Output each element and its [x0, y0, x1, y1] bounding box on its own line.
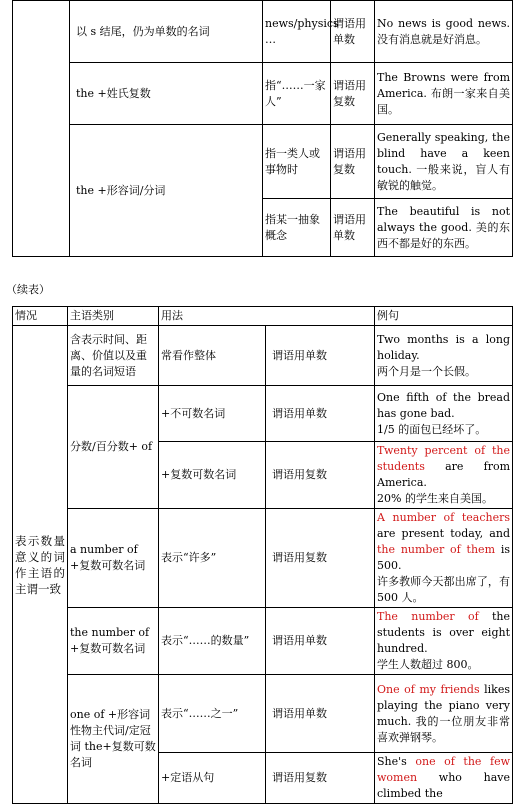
verb-rule-cell: 谓语用复数 — [331, 63, 375, 125]
usage-cell: +定语从句 — [159, 753, 266, 804]
verb-rule-cell: 谓语用单数 — [331, 1, 375, 63]
verb-rule-cell: 谓语用单数 — [266, 386, 375, 442]
verb-rule-cell: 谓语用单数 — [266, 675, 375, 753]
header-example: 例句 — [375, 307, 513, 326]
verb-rule-cell: 谓语用复数 — [266, 753, 375, 804]
verb-rule-cell: 谓语用复数 — [266, 442, 375, 509]
example-chinese: 20% 的学生来自美国。 — [377, 492, 493, 505]
usage-cell: 表示“……之一” — [159, 675, 266, 753]
category-cell: 以 s 结尾，仍为单数的名词 — [70, 1, 263, 63]
usage-cell: 指“……一家人” — [263, 63, 331, 125]
table-row — [13, 509, 513, 608]
category-cell: the number of +复数可数名词 — [68, 608, 159, 675]
usage-cell: +复数可数名词 — [159, 442, 266, 509]
usage-table-continued — [12, 306, 513, 804]
header-usage: 用法 — [159, 307, 375, 326]
example-highlight: the number of them — [377, 543, 496, 556]
situation-cell — [13, 1, 70, 257]
usage-cell: 表示“……的数量” — [159, 608, 266, 675]
category-cell: 分数/百分数+ of — [68, 386, 159, 509]
table-caption: （续表） — [6, 283, 50, 296]
usage-cell: 常看作整体 — [159, 326, 266, 386]
header-subject-type: 主语类别 — [68, 307, 159, 326]
example-cell: Generally speaking, the blind have a keen touch. 一般来说，盲人有敏锐的触觉。 — [375, 125, 513, 199]
example-english: She's — [377, 755, 416, 768]
example-english: One fifth of the bread has gone bad. — [377, 390, 510, 420]
example-highlight: Twenty percent of the students — [377, 444, 510, 473]
table-row — [13, 675, 513, 753]
example-cell — [375, 386, 513, 442]
table-row — [13, 1, 513, 63]
table-row — [13, 326, 513, 386]
example-cell: The beautiful is not always the good. 美的东西不都是好的东西。 — [375, 199, 513, 257]
verb-rule-cell: 谓语用单数 — [266, 326, 375, 386]
example-english: Two months is a long holiday. — [377, 332, 510, 362]
example-word-cell: news/physics … — [263, 1, 331, 63]
header-situation: 情况 — [13, 307, 68, 326]
category-cell: the +姓氏复数 — [70, 63, 263, 125]
usage-table-top — [12, 0, 513, 257]
usage-cell: 指一类人或事物时 — [263, 125, 331, 199]
usage-cell: +不可数名词 — [159, 386, 266, 442]
example-cell — [375, 608, 513, 675]
category-cell: 含表示时间、距离、价值以及重量的名词短语 — [68, 326, 159, 386]
example-cell — [375, 753, 513, 804]
example-highlight: A number of teachers — [377, 511, 510, 524]
example-chinese: 1/5 的面包已经坏了。 — [377, 422, 487, 436]
category-cell: the +形容词/分词 — [70, 125, 263, 257]
example-english: who have climbed the — [377, 771, 510, 800]
header-row — [13, 307, 513, 326]
situation-cell: 表示数量意义的词作主语的主谓一致 — [13, 326, 68, 804]
table-row — [13, 386, 513, 442]
usage-cell: 指某一抽象概念 — [263, 199, 331, 257]
verb-rule-cell: 谓语用复数 — [266, 509, 375, 608]
example-cell — [375, 509, 513, 608]
table-row — [13, 608, 513, 675]
verb-rule-cell: 谓语用单数 — [331, 199, 375, 257]
table-row — [13, 63, 513, 125]
example-highlight: The number of — [377, 610, 479, 623]
category-cell: one of +形容词性物主代词/定冠词 the+复数可数名词 — [68, 675, 159, 804]
example-highlight: One of my friends — [377, 682, 480, 696]
example-english: likes playing the piano very much. 我的一位朋友非常喜欢弹钢琴。 — [377, 682, 510, 744]
example-cell: No news is good news. 没有消息就是好消息。 — [375, 1, 513, 63]
example-cell — [375, 675, 513, 753]
example-chinese: 学生人数超过 800。 — [377, 658, 479, 671]
example-cell — [375, 326, 513, 386]
table-row — [13, 125, 513, 199]
example-english: the students is over eight hundred. — [377, 610, 511, 655]
verb-rule-cell: 谓语用单数 — [266, 608, 375, 675]
verb-rule-cell: 谓语用复数 — [331, 125, 375, 199]
example-cell: The Browns were from America. 布朗一家来自美国。 — [375, 63, 513, 125]
example-cell — [375, 442, 513, 509]
usage-cell: 表示“许多” — [159, 509, 266, 608]
category-cell: a number of +复数可数名词 — [68, 509, 159, 608]
example-chinese: 许多教师今天都出席了，有 500 人。 — [377, 575, 510, 604]
example-english: are from America. — [377, 460, 510, 489]
example-highlight: one of the few women — [377, 755, 510, 784]
example-chinese: 两个月是一个长假。 — [377, 364, 476, 378]
example-english: is 500. — [377, 543, 510, 572]
example-english: are present today, and — [377, 527, 510, 540]
